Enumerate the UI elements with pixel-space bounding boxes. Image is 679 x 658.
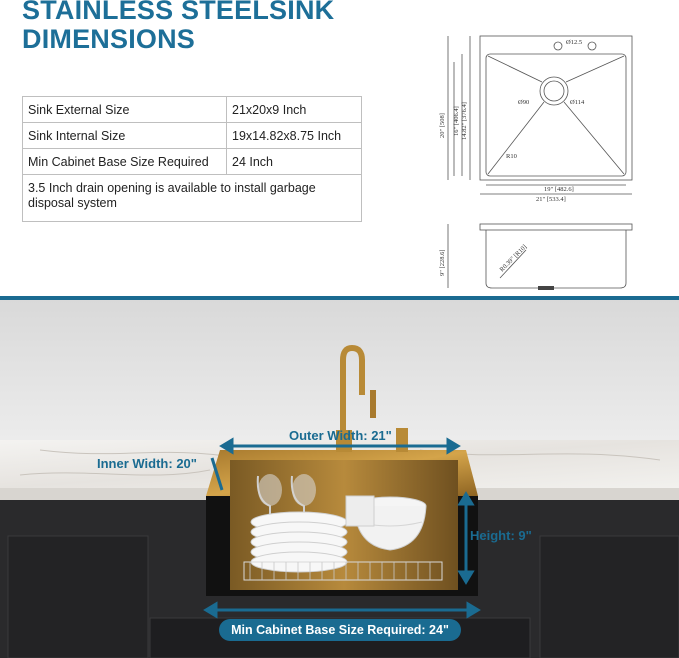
height-inner-label: 14.82" [376.4] — [461, 102, 468, 140]
height-outer-label: 20" [508] — [439, 113, 446, 138]
drain-inner — [544, 81, 564, 101]
drain-inner-label: Ø114 — [570, 99, 585, 106]
spec-label: Sink External Size — [23, 97, 227, 123]
drain-label: Ø90 — [518, 99, 530, 106]
side-depth-label: 9" [228.6] — [439, 249, 446, 276]
width-inner-label: 19" [482.6] — [544, 186, 574, 193]
spec-value: 21x20x9 Inch — [227, 97, 362, 123]
product-photo — [0, 300, 679, 658]
faucet-hole — [588, 42, 596, 50]
drain-note: 3.5 Inch drain opening is available to install garbage disposal system — [23, 175, 362, 222]
spec-label: Min Cabinet Base Size Required — [23, 149, 227, 175]
hole-label: Ø12.5 — [566, 39, 583, 46]
table-row — [23, 175, 362, 222]
technical-drawing — [430, 28, 640, 293]
cabinet-size-badge: Min Cabinet Base Size Required: 24" — [219, 619, 461, 641]
spec-label: Sink Internal Size — [23, 123, 227, 149]
page-title — [22, 0, 334, 54]
side-radius-label: R0.39" [R10] — [498, 243, 529, 274]
sink-outline-top — [480, 36, 632, 180]
height-label: Height: 9" — [470, 528, 532, 543]
spec-table — [22, 96, 362, 222]
spec-value: 19x14.82x8.75 Inch — [227, 123, 362, 149]
table-row — [23, 123, 362, 149]
faucet-hole — [554, 42, 562, 50]
title-line-2: DIMENSIONS — [22, 24, 196, 54]
spec-value: 24 Inch — [227, 149, 362, 175]
inner-width-label: Inner Width: 20" — [97, 456, 197, 471]
title-line-1: STAINLESS STEELSINK — [22, 0, 335, 25]
table-row — [23, 149, 362, 175]
corner-label: R10 — [506, 153, 517, 160]
table-row — [23, 97, 362, 123]
outer-width-label: Outer Width: 21" — [289, 428, 392, 443]
height-mid-label: 16" [406.4] — [453, 106, 460, 136]
width-outer-label: 21" [533.4] — [536, 196, 566, 203]
